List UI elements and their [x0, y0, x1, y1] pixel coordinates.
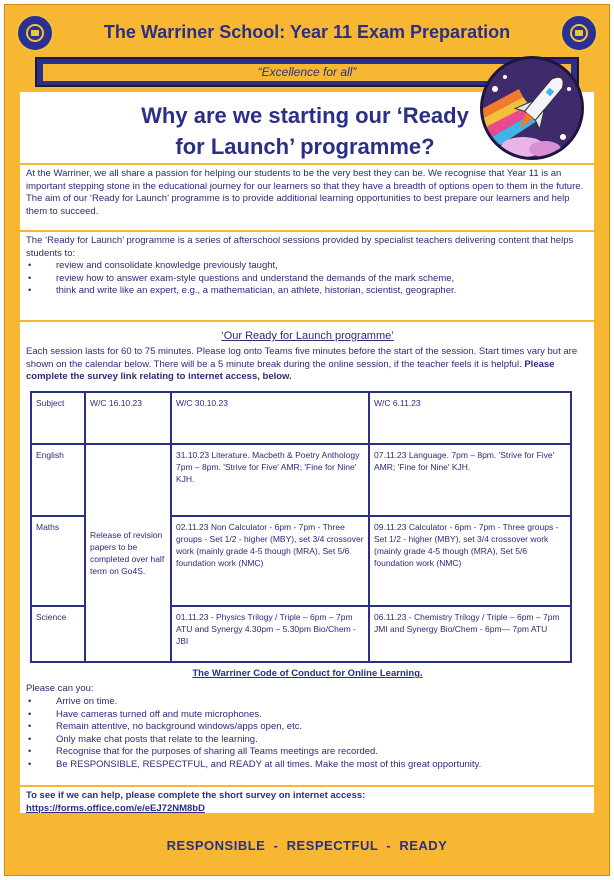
survey-text: To see if we can help, please complete the short survey on internet access:: [26, 790, 366, 801]
section-divider: [20, 230, 594, 232]
main-title-line-1: Why are we starting our ‘Ready: [141, 103, 469, 128]
subject-cell: Maths: [31, 516, 85, 606]
school-crest-icon: [560, 14, 598, 52]
table-header-cell: W/C 30.10.23: [171, 392, 369, 444]
main-title-line-2: for Launch’ programme?: [175, 134, 435, 159]
list-item: • Recognise that for the purposes of sharing all Teams meetings are recorded.: [26, 746, 589, 759]
session-cell: 06.11.23 - Chemistry Trilogy / Triple – 6pm – 7pm JMI and Synergy Bio/Chem - 6pm— 7pm ATU: [369, 606, 571, 662]
conduct-title: The Warriner Code of Conduct for Online Learning.: [192, 668, 423, 679]
schedule-text-bold: Please complete the survey link relating to internet access, below.: [26, 358, 555, 382]
schedule-paragraph: [26, 346, 589, 384]
table-header-cell: Subject: [31, 392, 85, 444]
schedule-title: ‘Our Ready for Launch programme’: [221, 330, 394, 342]
page-header-title: The Warriner School: Year 11 Exam Preparation: [103, 22, 511, 42]
session-cell: 31.10.23 Literature. Macbeth & Poetry Anthology 7pm – 8pm. 'Strive for Five' AMR; 'Fine for Nine' KJH.: [171, 444, 369, 516]
list-item: • Arrive on time.: [26, 696, 589, 709]
section-divider: [20, 163, 594, 165]
table-header-cell: W/C 6.11.23: [369, 392, 571, 444]
session-cell: 01.11.23 - Physics Trilogy / Triple – 6pm – 7pm ATU and Synergy 4.30pm – 5.30pm Bio/Chem - JBI: [171, 606, 369, 662]
subject-cell: English: [31, 444, 85, 516]
list-item: • Only make chat posts that relate to the learning.: [26, 734, 589, 747]
motto-text: “Excellence for all”: [43, 64, 571, 81]
list-item: • Be RESPONSIBLE, RESPECTFUL, and READY at all times. Make the most of this great opportunity.: [26, 759, 589, 772]
session-cell: 07.11.23 Language. 7pm – 8pm. 'Strive for Five' AMR; 'Fine for Nine' KJH.: [369, 444, 571, 516]
table-header-row: [31, 392, 571, 444]
table-row: [31, 444, 571, 516]
list-item: • review how to answer exam-style questions and understand the demands of the mark scheme,: [26, 273, 589, 286]
section-divider: [20, 785, 594, 787]
conduct-list: [26, 696, 589, 771]
release-cell: Release of revision papers to be completed over half term on Go4S.: [85, 444, 171, 662]
programme-list: [26, 260, 589, 298]
list-item: • Have cameras turned off and mute microphones.: [26, 709, 589, 722]
session-cell: 09.11.23 Calculator - 6pm - 7pm - Three groups - Set 1/2 - higher (MBY), set 3/4 crossover work (mainly grade 4-5 though (MRA), Set 5/6 foundation work (NMC): [369, 516, 571, 606]
session-timetable: [30, 391, 572, 663]
conduct-intro: Please can you:: [26, 683, 94, 694]
list-item: • review and consolidate knowledge previously taught,: [26, 260, 589, 273]
list-item: • think and write like an expert, e.g., a mathematician, an athlete, historian, scientist, geographer.: [26, 285, 589, 298]
main-title: [70, 100, 540, 162]
survey-link[interactable]: https://forms.office.com/e/eEJ72NM8bD: [26, 803, 205, 814]
list-item: • Remain attentive, no background windows/apps open, etc.: [26, 721, 589, 734]
footer-values: RESPONSIBLE - RESPECTFUL - READY: [166, 838, 448, 853]
subject-cell: Science: [31, 606, 85, 662]
schedule-text: Each session lasts for 60 to 75 minutes. Please log onto Teams five minutes before the start of the session. Start times vary but are shown on the calendar below. There will be a 5 minute break during the online session, if the teacher feels it is helpful.: [26, 346, 578, 370]
programme-paragraph: The ‘Ready for Launch’ programme is a series of afterschool sessions provided by specialist teachers delivering content that helps students to:: [26, 235, 574, 259]
school-crest-icon: [16, 14, 54, 52]
table-header-cell: W/C 16.10.23: [85, 392, 171, 444]
rocket-launch-icon: [480, 56, 584, 160]
session-cell: 02.11.23 Non Calculator - 6pm - 7pm - Three groups - Set 1/2 - higher (MBY), set 3/4 crossover work (mainly grade 4-5 though (MRA), Set 5/6 foundation work (NMC): [171, 516, 369, 606]
intro-paragraph: At the Warriner, we all share a passion for helping our students to be the very best they can be. We recognise that Year 11 is an important stepping stone in the educational journey for our learners so that they have a breadth of options open to them in the future. The aim of our ‘Ready for Launch’ programme is to provide additional learning opportunities to best prepare our learners and help them to succeed.: [26, 168, 584, 217]
section-divider: [20, 320, 594, 322]
